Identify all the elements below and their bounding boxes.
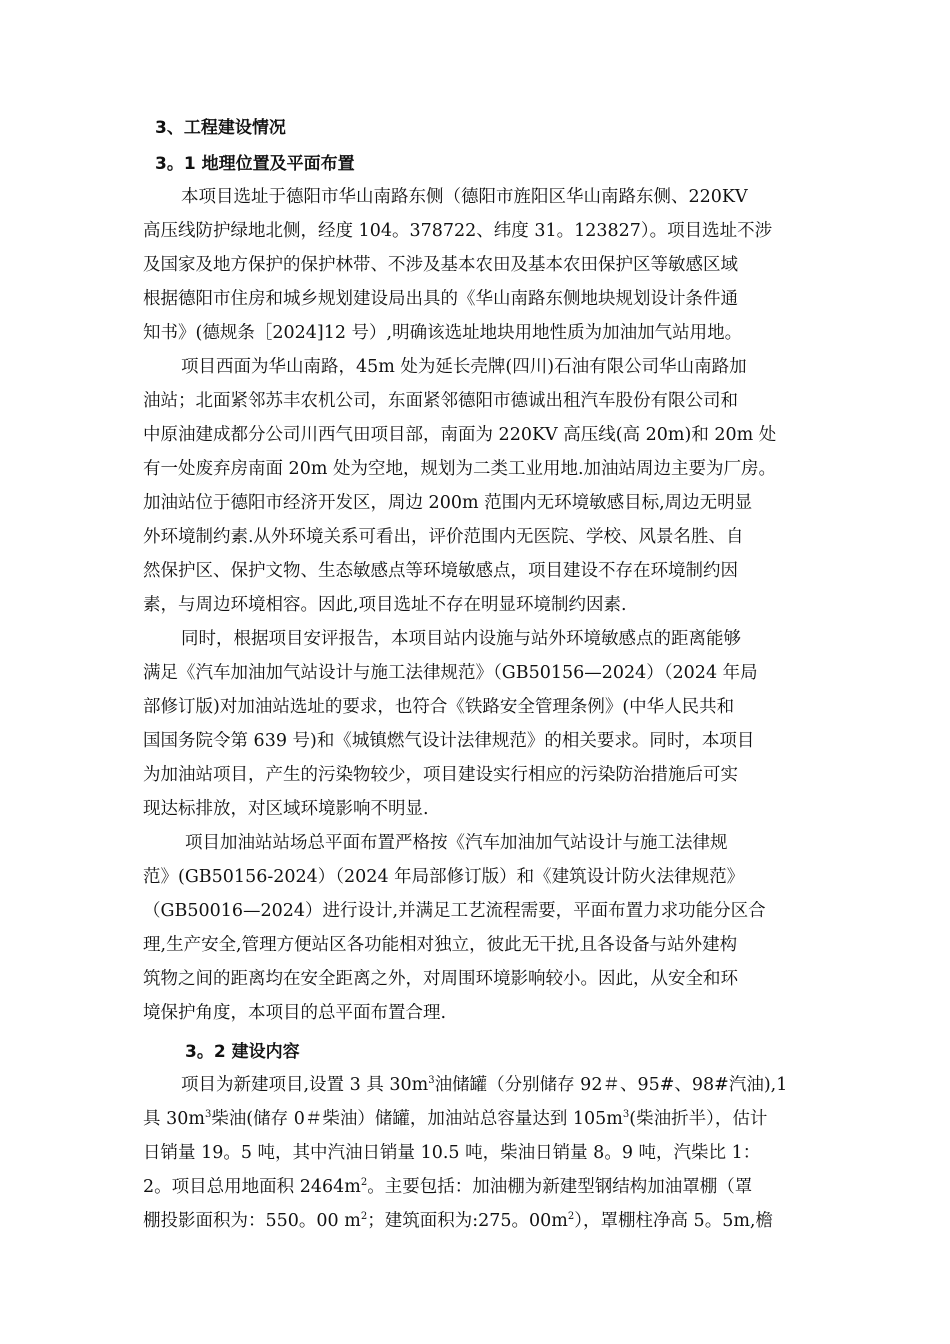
text-line: 理,生产安全,管理方便站区各功能相对独立，彼此无干扰,且各设备与站外建构 — [143, 935, 738, 955]
superscript: 3 — [428, 1075, 435, 1087]
text-segment: 棚投影面积为：550。00 m — [143, 1211, 361, 1231]
text-line: 同时，根据项目安评报告，本项目站内设施与站外环境敏感点的距离能够 — [181, 629, 741, 649]
text-line — [143, 1068, 811, 1102]
text-line: 中原油建成都分公司川西气田项目部，南面为 220KV 高压线(高 20m)和 20m 处 — [143, 425, 777, 445]
text-line: 范》(GB50156-2024）（2024 年局部修订版）和《建筑设计防火法律规范》 — [143, 867, 745, 887]
text-segment: 项目为新建项目,设置 3 具 30m — [181, 1075, 429, 1095]
document-body — [143, 112, 811, 1238]
text-line: 现达标排放，对区域环境影响不明显. — [143, 799, 429, 819]
paragraph-site-layout — [143, 826, 811, 1030]
paragraph-construction-content — [143, 1068, 811, 1238]
text-line — [143, 1102, 811, 1136]
paragraph-surroundings — [143, 350, 811, 622]
text-line: 筑物之间的距离均在安全距离之外，对周围环境影响较小。因此，从安全和环 — [143, 969, 738, 989]
paragraph-location — [143, 180, 811, 350]
text-segment: 2。项目总用地面积 2464m — [143, 1177, 361, 1197]
text-segment: 。主要包括：加油棚为新建型钢结构加油罩棚（罩 — [367, 1177, 753, 1197]
section-heading-3-1: 3。1 地理位置及平面布置 — [155, 154, 355, 174]
text-line: 有一处废弃房南面 20m 处为空地，规划为二类工业用地.加油站周边主要为厂房。 — [143, 459, 777, 479]
text-line: 加油站位于德阳市经济开发区，周边 200m 范围内无环境敏感目标,周边无明显 — [143, 493, 753, 513]
text-line: 油站；北面紧邻苏丰农机公司，东面紧邻德阳市德诚出租汽车股份有限公司和 — [143, 391, 738, 411]
superscript: 2 — [567, 1211, 575, 1223]
section-heading-3: 3、工程建设情况 — [155, 118, 286, 138]
text-line: 日销量 19。5 吨，其中汽油日销量 10.5 吨，柴油日销量 8。9 吨，汽柴比 1： — [143, 1143, 761, 1163]
text-line: 满足《汽车加油加气站设计与施工法律规范》（GB50156—2024）（2024 年局 — [143, 663, 758, 683]
text-line: 为加油站项目，产生的污染物较少，项目建设实行相应的污染防治措施后可实 — [143, 765, 738, 785]
text-segment: 油储罐（分别储存 92＃、95#、98#汽油),1 — [434, 1075, 788, 1095]
text-line: 外环境制约素.从外环境关系可看出，评价范围内无医院、学校、风景名胜、自 — [143, 527, 744, 547]
text-line: （GB50016—2024）进行设计,并满足工艺流程需要，平面布置力求功能分区合 — [143, 901, 766, 921]
text-line: 本项目选址于德阳市华山南路东侧（德阳市旌阳区华山南路东侧、220KV — [181, 187, 748, 207]
text-line: 及国家及地方保护的保护林带、不涉及基本农田及基本农田保护区等敏感区域 — [143, 255, 738, 275]
superscript: 3 — [622, 1109, 630, 1121]
text-line: 部修订版)对加油站选址的要求，也符合《铁路安全管理条例》(中华人民共和 — [143, 697, 735, 717]
text-line: 项目西面为华山南路，45m 处为延长壳牌(四川)石油有限公司华山南路加 — [181, 357, 747, 377]
text-segment: ），罩棚柱净高 5。5m,檐 — [574, 1211, 773, 1231]
text-line: 高压线防护绿地北侧，经度 104。378722、纬度 31。123827）。项目选址不涉 — [143, 221, 773, 241]
text-line — [143, 1204, 811, 1238]
text-line: 知书》(德规条［2024]12 号）,明确该选址地块用地性质为加油加气站用地。 — [143, 323, 743, 343]
superscript: 3 — [204, 1109, 212, 1121]
text-line: 项目加油站站场总平面布置严格按《汽车加油加气站设计与施工法律规 — [185, 833, 728, 853]
text-line — [143, 1170, 811, 1204]
text-segment: 具 30m — [143, 1109, 205, 1129]
text-line: 国国务院令第 639 号)和《城镇燃气设计法律规范》的相关要求。同时，本项目 — [143, 731, 755, 751]
superscript: 2 — [360, 1177, 368, 1189]
paragraph-safety-assessment — [143, 622, 811, 826]
text-segment: ；建筑面积为:275。00m — [367, 1211, 568, 1231]
text-segment: (柴油折半），估计 — [629, 1109, 768, 1129]
text-line: 素，与周边环境相容。因此,项目选址不存在明显环境制约因素. — [143, 595, 627, 615]
text-segment: 柴油(储存 0＃柴油）储罐，加油站总容量达到 105m — [211, 1109, 623, 1129]
superscript: 2 — [360, 1211, 368, 1223]
text-line: 然保护区、保护文物、生态敏感点等环境敏感点，项目建设不存在环境制约因 — [143, 561, 738, 581]
section-heading-3-2: 3。2 建设内容 — [185, 1042, 300, 1062]
text-line: 境保护角度，本项目的总平面布置合理. — [143, 1003, 447, 1023]
text-line: 根据德阳市住房和城乡规划建设局出具的《华山南路东侧地块规划设计条件通 — [143, 289, 738, 309]
